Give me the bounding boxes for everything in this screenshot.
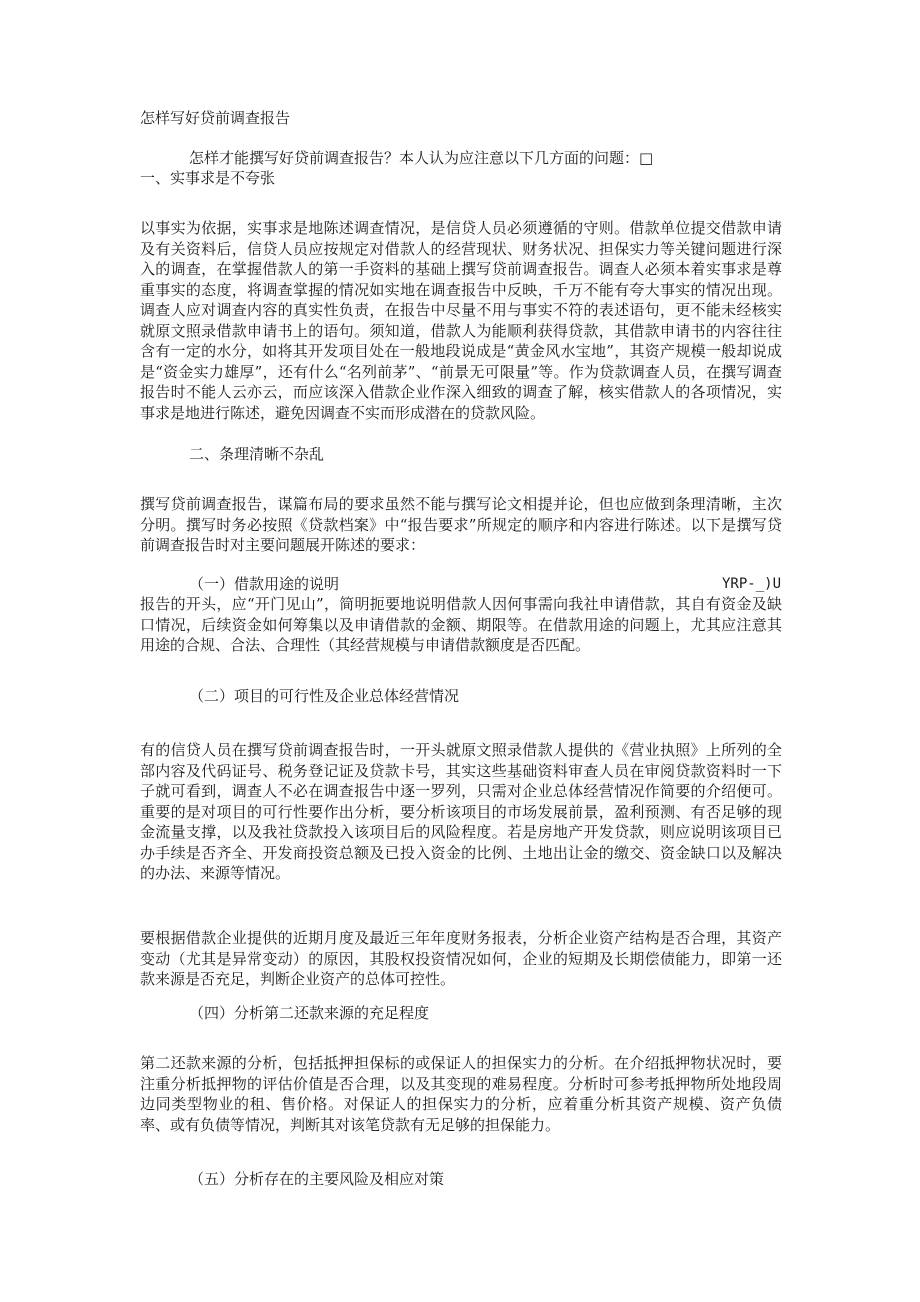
document-title: 怎样写好贷前调查报告 [140, 109, 291, 127]
subsection-4-body: 第二还款来源的分析，包括抵押担保标的或保证人的担保实力的分析。在介绍抵押物状况时，要注重分析抵押物的评估价值是否合理，以及其变现的难易程度。分析时可参考抵押物所处地段周边同类型物业的租、售价格。对保证人的担保实力的分析，应着重分析其资产规模、资产负债率、或有负债等情况，判断其对该笔贷款有无足够的担保能力。 [140, 1054, 782, 1134]
intro-paragraph: 怎样才能撰写好贷前调查报告？本人认为应注意以下几方面的问题：□ [189, 149, 654, 167]
subsection-4-heading: （四）分析第二还款来源的充足程度 [189, 1004, 430, 1022]
section-2-body: 撰写贷前调查报告，谋篇布局的要求虽然不能与撰写论文相提并论，但也应做到条理清晰，主次分明。撰写时务必按照《贷款档案》中“报告要求”所规定的顺序和内容进行陈述。以下是撰写贷前调查报告时对主要问题展开陈述的要求： [140, 495, 782, 554]
section-1-body: 以事实为依据，实事求是地陈述调查情况，是信贷人员必须遵循的守则。借款单位提交借款申请及有关资料后，信贷人员应按规定对借款人的经营现状、财务状况、担保实力等关键问题进行深入的调查，在掌握借款人的第一手资料的基础上撰写贷前调查报告。调查人必须本着实事求是尊重事实的态度，将调查掌握的情况如实地在调查报告中反映，千万不能有夸大事实的情况出现。调查人应对调查内容的真实性负责，在报告中尽量不用与事实不符的表述语句，更不能未经核实就原文照录借款申请书上的语句。须知道，借款人为能顺利获得贷款，其借款申请书的内容往往含有一定的水分，如将其开发项目处在一般地段说成是“黄金风水宝地”，其资产规模一般却说成是“资金实力雄厚”，还有什么“名列前茅”、“前景无可限量”等。作为贷款调查人员，在撰写调查报告时不能人云亦云，而应该深入借款企业作深入细致的调查了解，核实借款人的各项情况，实事求是地进行陈述，避免因调查不实而形成潜在的贷款风险。 [140, 219, 782, 422]
subsection-1-heading: （一）借款用途的说明 [189, 575, 340, 593]
subsection-1-body: 报告的开头，应“开门见山”，简明扼要地说明借款人因何事需向我社申请借款，其自有资金及缺口情况，后续资金如何筹集以及申请借款的金额、期限等。在借款用途的问题上，尤其应注意其用途的合规、合法、合理性（其经营规模与申请借款额度是否匹配。 [140, 595, 782, 654]
stray-mark-text: YRP-_)U [722, 576, 782, 592]
subsection-2-heading: （二）项目的可行性及企业总体经营情况 [189, 687, 460, 705]
section-2-heading: 二、条理清晰不杂乱 [189, 445, 325, 463]
subsection-5-heading: （五）分析存在的主要风险及相应对策 [189, 1170, 445, 1188]
subsection-2-body: 有的信贷人员在撰写贷前调查报告时，一开头就原文照录借款人提供的《营业执照》上所列的全部内容及代码证号、税务登记证及贷款卡号，其实这些基础资料审查人员在审阅贷款资料时一下子就可看到，调查人不必在调查报告中逐一罗列，只需对企业总体经营情况作简要的介绍便可。重要的是对项目的可行性要作出分析，要分析该项目的市场发展前景，盈利预测、有否足够的现金流量支撑，以及我社贷款投入该项目后的风险程度。若是房地产开发贷款，则应说明该项目已办手续是否齐全、开发商投资总额及已投入资金的比例、土地出让金的缴交、资金缺口以及解决的办法、来源等情况。 [140, 741, 782, 882]
subsection-3-body: 要根据借款企业提供的近期月度及最近三年年度财务报表，分析企业资产结构是否合理，其资产变动（尤其是异常变动）的原因，其股权投资情况如何，企业的短期及长期偿债能力，即第一还款来源是否充足，判断企业资产的总体可控性。 [140, 929, 782, 988]
section-1-heading: 一、实事求是不夸张 [140, 169, 276, 187]
